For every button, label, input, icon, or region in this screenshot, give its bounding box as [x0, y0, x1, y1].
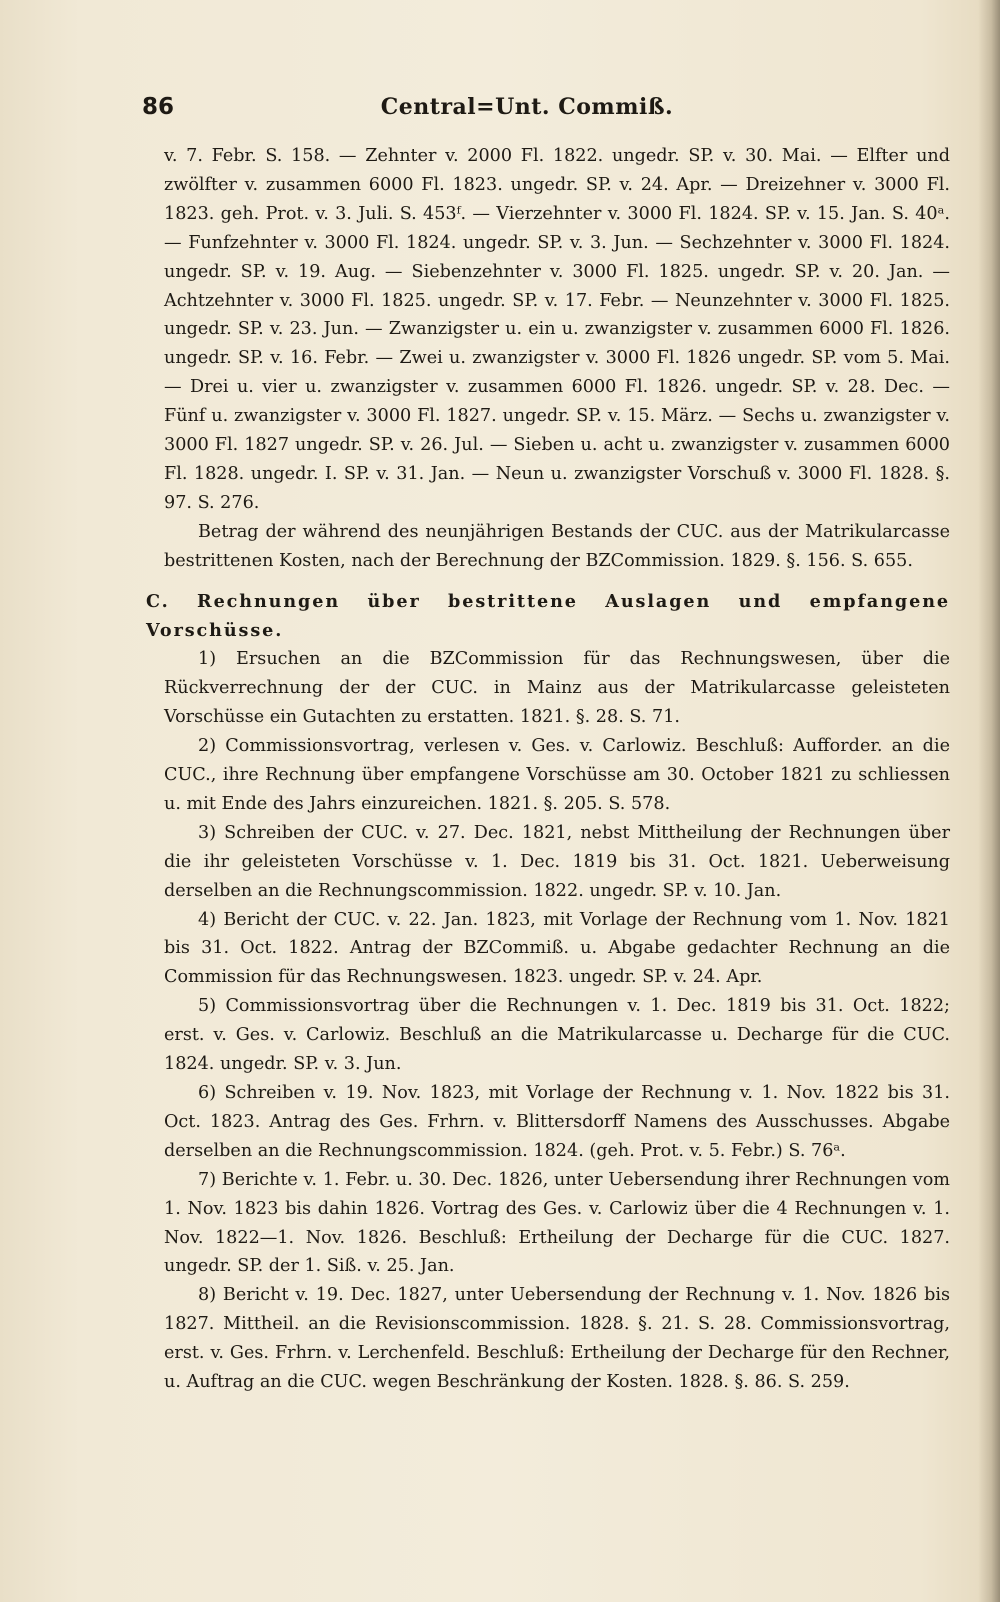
- list-item: 4) Bericht der CUC. v. 22. Jan. 1823, mit Vorlage der Rechnung vom 1. Nov. 1821 bis 31. Oct. 1822. Antrag der BZCommiß. u. Abgabe gedachter Rechnung an die Commission für das Rechnungswesen. 1823. ungedr. SP. v. 24. Apr.: [164, 909, 950, 988]
- section-heading: C. Rechnungen über bestrittene Auslagen und empfangene Vorschüsse.: [146, 590, 950, 641]
- running-head: Central=Unt. Commiß.: [380, 94, 674, 120]
- list-item: 1) Ersuchen an die BZCommission für das Rechnungswesen, über die Rückverrechnung der der CUC. in Mainz aus der Matrikularcasse geleisteten Vorschüsse ein Gutachten zu erstatten. 1821. §. 28. S. 71.: [164, 649, 950, 728]
- page-header: [142, 94, 912, 128]
- list-item: 3) Schreiben der CUC. v. 27. Dec. 1821, nebst Mittheilung der Rechnungen über die ihr geleisteten Vorschüsse v. 1. Dec. 1819 bis 31. Oct. 1821. Ueberweisung derselben an die Rechnungscommission. 1822. ungedr. SP. v. 10. Jan.: [164, 822, 950, 901]
- page-edge-shadow: [978, 0, 1000, 1602]
- list-item: 8) Bericht v. 19. Dec. 1827, unter Uebersendung der Rechnung v. 1. Nov. 1826 bis 1827. Mittheil. an die Revisionscommission. 1828. §. 21. S. 28. Commissionsvortrag, erst. v. Ges. Frhrn. v. Lerchenfeld. Beschluß: Ertheilung der Decharge für den Rechner, u. Auftrag an die CUC. wegen Beschränkung der Kosten. 1828. §. 86. S. 259.: [164, 1285, 950, 1393]
- page-body: [146, 142, 950, 1397]
- page-number: 86: [142, 94, 175, 120]
- paragraph-continuation: v. 7. Febr. S. 158. — Zehnter v. 2000 Fl. 1822. ungedr. SP. v. 30. Mai. — Elfter und zwölfter v. zusammen 6000 Fl. 1823. ungedr. SP. v. 24. Apr. — Dreizehner v. 3000 Fl. 1823. geh. Prot. v. 3. Juli. S. 453ᶠ. — Vierzehnter v. 3000 Fl. 1824. SP. v. 15. Jan. S. 40ᵃ. — Funfzehnter v. 3000 Fl. 1824. ungedr. SP. v. 3. Jun. — Sechzehnter v. 3000 Fl. 1824. ungedr. SP. v. 19. Aug. — Siebenzehnter v. 3000 Fl. 1825. ungedr. SP. v. 20. Jan. — Achtzehnter v. 3000 Fl. 1825. ungedr. SP. v. 17. Febr. — Neunzehnter v. 3000 Fl. 1825. ungedr. SP. v. 23. Jun. — Zwanzigster u. ein u. zwanzigster v. zusammen 6000 Fl. 1826. ungedr. SP. v. 16. Febr. — Zwei u. zwanzigster v. 3000 Fl. 1826 ungedr. SP. vom 5. Mai. — Drei u. vier u. zwanzigster v. zusammen 6000 Fl. 1826. ungedr. SP. v. 28. Dec. — Fünf u. zwanzigster v. 3000 Fl. 1827. ungedr. SP. v. 15. März. — Sechs u. zwanzigster v. 3000 Fl. 1827 ungedr. SP. v. 26. Jul. — Sieben u. acht u. zwanzigster v. zusammen 6000 Fl. 1828. ungedr. I. SP. v. 31. Jan. — Neun u. zwanzigster Vorschuß v. 3000 Fl. 1828. §. 97. S. 276.: [164, 146, 950, 513]
- list-item: 7) Berichte v. 1. Febr. u. 30. Dec. 1826, unter Uebersendung ihrer Rechnungen vom 1. Nov. 1823 bis dahin 1826. Vortrag des Ges. v. Carlowiz über die 4 Rechnungen v. 1. Nov. 1822—1. Nov. 1826. Beschluß: Ertheilung der Decharge für die CUC. 1827. ungedr. SP. der 1. Siß. v. 25. Jan.: [164, 1169, 950, 1277]
- paragraph-summary: Betrag der während des neunjährigen Bestands der CUC. aus der Matrikularcasse bestrittenen Kosten, nach der Berechnung der BZCommission. 1829. §. 156. S. 655.: [164, 521, 950, 571]
- list-item: 5) Commissionsvortrag über die Rechnungen v. 1. Dec. 1819 bis 31. Oct. 1822; erst. v. Ges. v. Carlowiz. Beschluß an die Matrikularcasse u. Decharge für die CUC. 1824. ungedr. SP. v. 3. Jun.: [164, 996, 950, 1075]
- list-item: 6) Schreiben v. 19. Nov. 1823, mit Vorlage der Rechnung v. 1. Nov. 1822 bis 31. Oct. 1823. Antrag des Ges. Frhrn. v. Blittersdorff Namens des Ausschusses. Abgabe derselben an die Rechnungscommission. 1824. (geh. Prot. v. 5. Febr.) S. 76ᵃ.: [164, 1083, 950, 1161]
- list-item: 2) Commissionsvortrag, verlesen v. Ges. v. Carlowiz. Beschluß: Aufforder. an die CUC., ihre Rechnung über empfangene Vorschüsse am 30. October 1821 zu schliessen u. mit Ende des Jahrs einzureichen. 1821. §. 205. S. 578.: [164, 736, 950, 814]
